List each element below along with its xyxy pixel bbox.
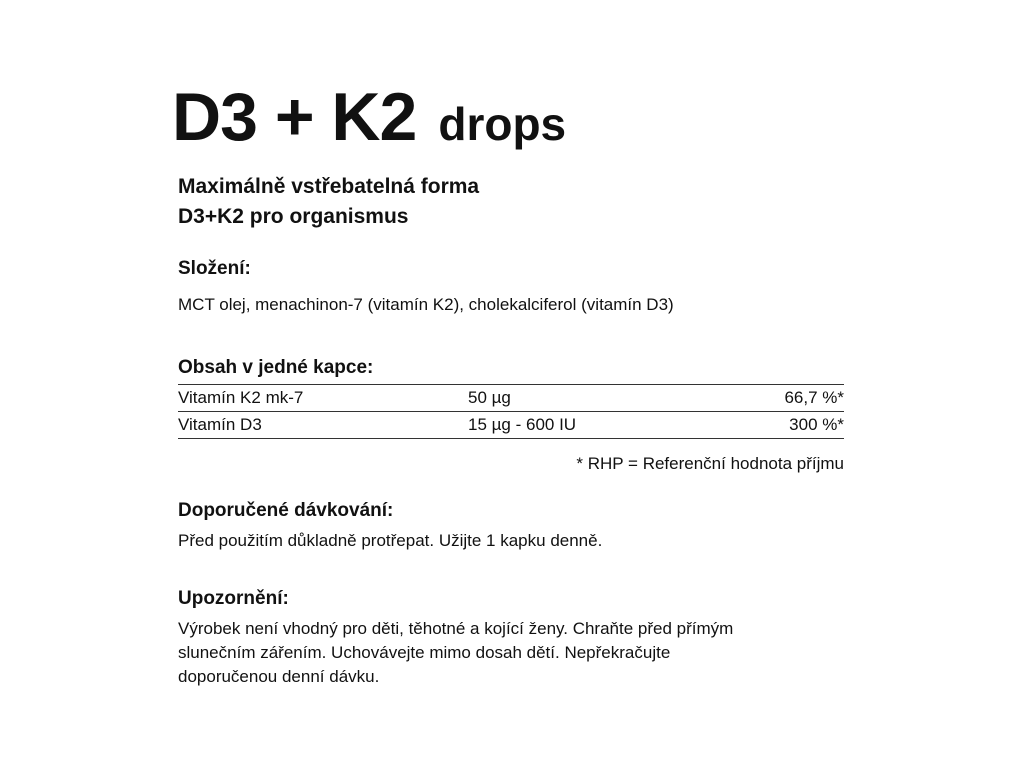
nutrient-amount: 15 µg - 600 IU xyxy=(468,415,577,434)
nutrient-rhp: 300 %* xyxy=(789,415,844,434)
composition-text: MCT olej, menachinon-7 (vitamín K2), cholekalciferol (vitamín D3) xyxy=(178,295,674,314)
warning-line-1: Výrobek není vhodný pro děti, těhotné a kojící ženy. Chraňte před přímým xyxy=(178,619,734,638)
product-title xyxy=(172,78,566,156)
content-table xyxy=(178,384,844,439)
title-main: D3 + K2 xyxy=(172,79,417,155)
composition-heading: Složení: xyxy=(178,258,251,279)
warning-line-3: doporučenou denní dávku. xyxy=(178,667,380,686)
nutrient-name: Vitamín K2 mk-7 xyxy=(178,388,304,407)
warning-text xyxy=(178,617,733,689)
warning-line-2: slunečním zářením. Uchovávejte mimo dosah dětí. Nepřekračujte xyxy=(178,643,671,662)
dosage-text: Před použitím důkladně protřepat. Užijte 1 kapku denně. xyxy=(178,531,603,550)
nutrient-rhp: 66,7 %* xyxy=(784,388,844,407)
content-heading: Obsah v jedné kapce: xyxy=(178,357,374,378)
product-subtitle xyxy=(178,172,479,232)
nutrient-name: Vitamín D3 xyxy=(178,415,262,434)
table-row xyxy=(178,412,844,439)
title-sub: drops xyxy=(438,98,567,150)
nutrient-amount: 50 µg xyxy=(468,388,511,407)
warning-heading: Upozornění: xyxy=(178,588,289,609)
rhp-footnote: * RHP = Referenční hodnota příjmu xyxy=(576,454,844,473)
subtitle-line-1: Maximálně vstřebatelná forma xyxy=(178,175,480,198)
table-row xyxy=(178,385,844,412)
dosage-heading: Doporučené dávkování: xyxy=(178,500,394,521)
subtitle-line-2: D3+K2 pro organismus xyxy=(178,205,409,228)
